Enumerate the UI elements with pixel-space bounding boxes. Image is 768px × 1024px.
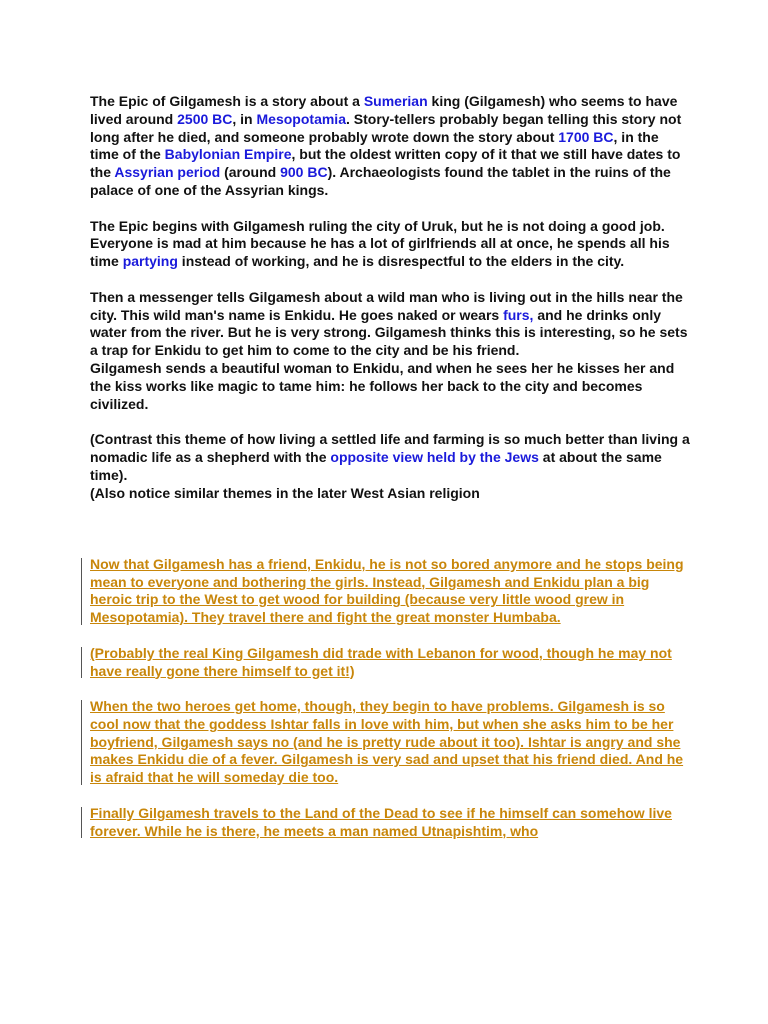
text-run: , in bbox=[232, 110, 257, 127]
text-run: Gilgamesh sends a beautiful woman to Enkidu, and when he sees her he kisses her and the kiss works like magic to tame him: he follows her back to the city and becomes civilized. bbox=[90, 359, 675, 412]
hyperlink[interactable]: Sumerian bbox=[363, 93, 428, 109]
hyperlink[interactable]: furs, bbox=[503, 306, 534, 323]
inserted-text bbox=[90, 645, 690, 681]
inserted-paragraph-ishtar bbox=[90, 698, 690, 787]
paragraph-intro bbox=[90, 93, 690, 200]
text-run: . Story-tellers probably began telling this story not long after he died, and someone probably wrote down the story about bbox=[90, 110, 682, 145]
paragraph-uruk bbox=[90, 218, 690, 271]
text-run: (Also notice similar themes in the later West Asian religion bbox=[90, 484, 480, 501]
text-run: The Epic of Gilgamesh is a story about a bbox=[90, 93, 364, 109]
text-run: Finally Gilgamesh travels to the Land of the Dead to see if he himself can somehow live forever. While he is there, he meets a man named Utnapishtim, who bbox=[90, 804, 672, 839]
text-run: , but the oldest written copy of it that we still have dates to the bbox=[90, 146, 681, 181]
hyperlink[interactable]: opposite view held by the Jews bbox=[330, 448, 539, 465]
hyperlink[interactable]: Mesopotamia bbox=[256, 110, 346, 127]
text-run: (Contrast this theme of how living a settled life and farming is so much better than living a nomadic life as a shepherd with the bbox=[90, 431, 690, 465]
document-body bbox=[90, 93, 690, 840]
text-run: Then a messenger tells Gilgamesh about a wild man who is living out in the hills near the city. This wild man's name is Enkidu. He goes naked or wears bbox=[90, 288, 683, 323]
hyperlink[interactable]: partying bbox=[122, 253, 178, 270]
text-run: (Probably the real King Gilgamesh did trade with Lebanon for wood, though he may not have really gone there himself to get it!) bbox=[90, 644, 672, 679]
inserted-paragraph-land-of-dead bbox=[90, 805, 690, 841]
text-run: Now that Gilgamesh has a friend, Enkidu, he is not so bored anymore and he stops being mean to everyone and bothering the girls. Instead, Gilgamesh and Enkidu plan a big heroic trip to the West to get wood for building (because very little wood grew in Mesopotamia). They travel there and fight the great monster Humbaba. bbox=[90, 555, 684, 626]
text-run: ). Archaeologists found the tablet in the ruins of the palace of one of the Assyrian kings. bbox=[90, 164, 671, 198]
text-run: , in the time of the bbox=[90, 128, 659, 163]
paragraph-enkidu bbox=[90, 289, 690, 360]
text-run: at about the same time). bbox=[90, 448, 662, 483]
inserted-paragraph-lebanon bbox=[90, 645, 690, 681]
hyperlink[interactable]: 2500 BC bbox=[177, 110, 233, 127]
text-run: instead of working, and he is disrespectful to the elders in the city. bbox=[177, 253, 625, 270]
change-bar bbox=[81, 700, 82, 785]
paragraph-contrast bbox=[90, 431, 690, 484]
paragraph-civilized bbox=[90, 360, 690, 413]
change-bar bbox=[81, 647, 82, 679]
text-run: and he drinks only water from the river. But he is very strong. Gilgamesh thinks this is interesting, so he sets a trap for Enkidu to get him to come to the city and be his friend. bbox=[90, 306, 688, 359]
hyperlink[interactable]: 1700 BC bbox=[558, 128, 614, 145]
inserted-text bbox=[90, 698, 690, 787]
text-run: king (Gilgamesh) who seems to have lived around bbox=[90, 93, 678, 127]
inserted-text bbox=[90, 556, 690, 627]
text-run: (around bbox=[220, 164, 281, 181]
hyperlink[interactable]: 900 BC bbox=[280, 164, 328, 181]
text-run: When the two heroes get home, though, they begin to have problems. Gilgamesh is so cool now that the goddess Ishtar falls in love with him, but when she asks him to be her boyfriend, Gilgamesh says no (and he is pretty rude about it too). Ishtar is angry and she makes Enkidu die of a fever. Gilgamesh is very sad and upset that his friend died. And he is afraid that he will someday die too. bbox=[90, 698, 684, 786]
inserted-paragraph-humbaba bbox=[90, 556, 690, 627]
change-bar bbox=[81, 558, 82, 625]
hyperlink[interactable]: Assyrian period bbox=[114, 164, 221, 181]
paragraph-also-notice bbox=[90, 485, 690, 503]
hyperlink[interactable]: Babylonian Empire bbox=[164, 146, 292, 163]
change-bar bbox=[81, 807, 82, 839]
inserted-text bbox=[90, 805, 690, 841]
text-run: The Epic begins with Gilgamesh ruling the city of Uruk, but he is not doing a good job. Everyone is mad at him because he has a lot of girlfriends all at once, he spends all his time bbox=[90, 217, 670, 270]
